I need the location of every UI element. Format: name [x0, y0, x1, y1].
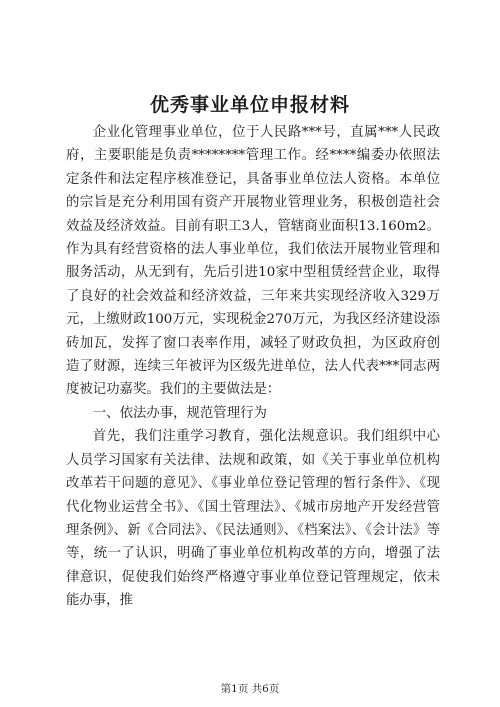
- section-heading: 一、依法办事，规范管理行为: [92, 405, 267, 421]
- document-title: 优秀事业单位申报材料: [149, 94, 350, 116]
- document-body: [66, 121, 440, 613]
- page-footer: 第1页 共6页: [220, 683, 280, 695]
- paragraph-intro: 企业化管理事业单位，位于人民路***号，直属***人民政府，主要职能是负责********管理工作。经****编委办依照法定条件和法定程序核准登记，具备事业单位法人资格。本单位的宗旨是充分利用国有资产开展物业管理业务，积极创造社会效益及经济效益。目前有职工3人，管辖商业面积13.160m2。作为具有经营资格的法人事业单位，我们依法开展物业管理和服务活动，从无到有，先后引进10家中型租赁经营企业，取得了良好的社会效益和经济效益，三年来共实现经济收入329万元，上缴财政100万元，实现税金270万元，为我区经济建设添砖加瓦，发挥了窗口表率作用，减轻了财政负担，为区政府创造了财源，连续三年被评为区级先进单位，法人代表***同志两度被记功嘉奖。我们的主要做法是：: [66, 125, 440, 398]
- paragraph-study: 首先，我们注重学习教育，强化法规意识。我们组织中心人员学习国家有关法律、法规和政策，如《关于事业单位机构改革若干问题的意见》、《事业单位登记管理的暂行条件》、《现代化物业运营全书》、《国土管理法》、《城市房地产开发经营管理条例》、新《合同法》、《民法通则》、《档案法》、《会计法》等等，统一了认识，明确了事业单位机构改革的方向，增强了法律意识，促使我们始终严格遵守事业单位登记管理规定，依未能办事，推: [66, 429, 440, 609]
